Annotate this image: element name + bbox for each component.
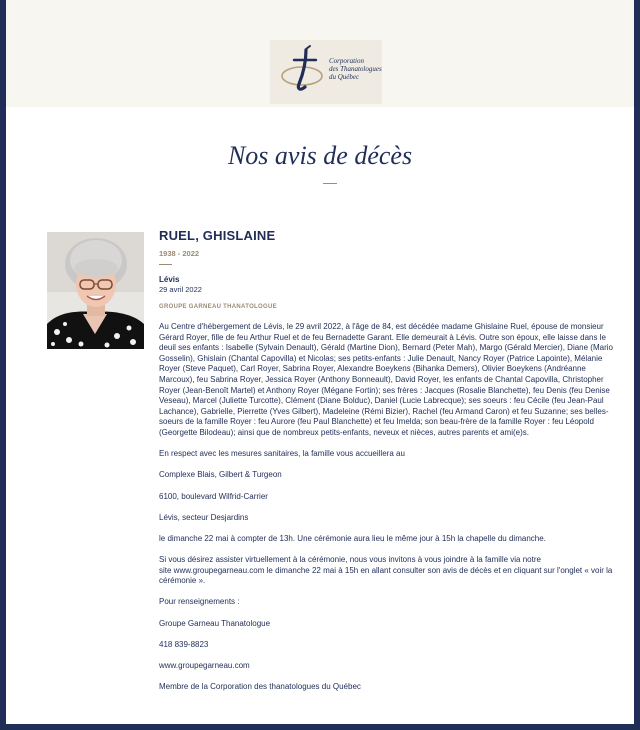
corporation-logo[interactable] xyxy=(270,40,382,104)
life-years: 1938 - 2022 xyxy=(159,249,200,258)
membership-note: Membre de la Corporation des thanatologues du Québec xyxy=(159,682,361,692)
venue-area: Lévis, secteur Desjardins xyxy=(159,512,249,522)
logo-wordmark xyxy=(329,57,389,81)
respect-notice: En respect avec les mesures sanitaires, la famille vous accueillera au xyxy=(159,449,405,459)
venue-name: Complexe Blais, Gilbert & Turgeon xyxy=(159,470,282,480)
name-divider xyxy=(159,264,172,265)
logo-line: des Thanatologues xyxy=(329,65,382,73)
death-date: 29 avril 2022 xyxy=(159,285,202,294)
obituary-content xyxy=(159,228,618,693)
page-frame xyxy=(6,0,634,724)
info-phone[interactable]: 418 839-8823 xyxy=(159,639,209,649)
deceased-photo xyxy=(47,232,144,349)
obituary-text: Au Centre d'hébergement de Lévis, le 29 avril 2022, à l'âge de 84, est décédée madame Ghislaine Ruel, épouse de monsieur Gérard Royer, fille de feu Arthur Ruel et de feu Bernadette Garant. Elle demeurait à Lévis. Outre son époux, elle laisse dans le deuil ses enfants : Isabelle (Sylvain Denault), Gérald (Martine Dion), Bernard (Peter Mah), Margo (Gérald Mercier), Diane (Mario Gosselin), Ghislain (Chantal Capovilla) et Nicolas; ses petits-enfants : Julie Denault, Nancy Royer (Patrice Lapointe), Mélanie Royer (Steve Paquet), Carl Royer, Sabrina Royer, Alexandre Boeykens (Bihanka Demers), Olivier Boeykens (Andréanne Marcoux), feu Sabrina Royer, Jessica Royer (Anthony Bonneault), David Royer, les enfants de Chantal Capovilla, Christopher Royer (Jean-Benoît Martel) et Anthony Royer (Mégane Fortin); ses frères : Jacques (Rosalie Blanchette), feu Denis (feu Denise Veseau), Marcel (Juliette Turcotte), Clément (Diane Bolduc), Daniel (Lucie Labrecque); ses soeurs : feu Cécile (feu Jean-Paul Lachance), Gabrielle, Pierrette (Yves Gilbert), Madeleine (Rémi Bizier), Rachel (feu Armand Caron) et feu Suzanne; ses belles-soeurs de la famille Royer : feu Aurore (feu Paul Blanchette) et feu Imelda; son beau-frère de la famille Royer : feu Léopold (Georgette Bilodeau); ainsi que de nombreux petits-enfants, neveux et nièces, autres parents et ami(e)s. xyxy=(159,322,613,437)
info-label: Pour renseignements : xyxy=(159,597,240,607)
portrait-image xyxy=(47,232,144,349)
virtual-ceremony-line: Si vous désirez assister virtuellement à la cérémonie, nous vous invitons à vous joindre à la famille via notre xyxy=(159,555,541,565)
page-title: Nos avis de décès xyxy=(227,141,413,170)
logo-line: du Québec xyxy=(329,73,360,81)
site-header xyxy=(6,0,634,107)
virtual-ceremony-link-line[interactable]: site www.groupegarneau.com le dimanche 22 mai à 15h en allant consulter son avis de décès et en cliquant sur l'onglet « voir la cérémonie ». xyxy=(159,565,613,586)
title-divider xyxy=(323,183,337,184)
funeral-home-name[interactable]: GROUPE GARNEAU THANATOLOGUE xyxy=(159,304,277,310)
venue-address: 6100, boulevard Wilfrid-Carrier xyxy=(159,491,268,501)
deceased-city: Lévis xyxy=(159,275,180,284)
ceremony-schedule: le dimanche 22 mai à compter de 13h. Une cérémonie aura lieu le même jour à 15h la chapelle du dimanche. xyxy=(159,533,546,543)
info-company: Groupe Garneau Thanatologue xyxy=(159,618,271,628)
logo-line: Corporation xyxy=(329,57,365,65)
info-website-link[interactable]: www.groupegarneau.com xyxy=(159,661,250,670)
deceased-name: RUEL, GHISLAINE xyxy=(159,228,276,243)
